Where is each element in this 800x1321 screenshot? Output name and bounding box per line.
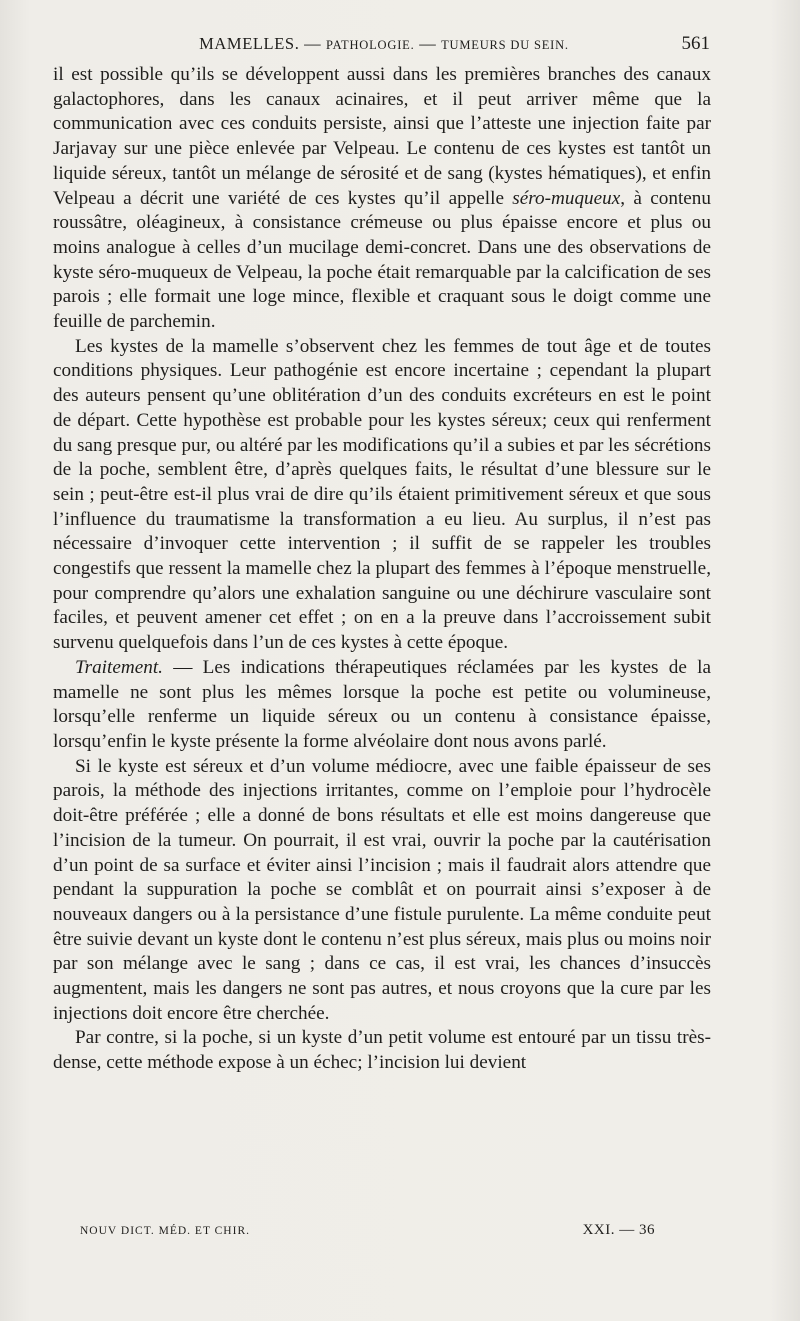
footer-volume: XXI. — 36 [582, 1222, 655, 1238]
main-text [53, 63, 711, 1076]
header-title-main: MAMELLES. [199, 34, 300, 53]
paragraph-text: Par contre, si la poche, si un kyste d’un petit volume est entouré par un tissu très-dense, cette méthode expose à un échec; l’incision lui devient [53, 1027, 711, 1074]
paragraph-text: Les kystes de la mamelle s’observent chez les femmes de tout âge et de toutes conditions physiques. Leur pathogénie est encore incertaine ; cependant la plupart des auteurs pensent qu’une oblitération d’un des conduits excréteurs en est le point de départ. Cette hypothèse est probable pour les kystes séreux; ceux qui renferment du sang presque pur, ou altéré par les modifications qu’il a subies et par les sécrétions de la poche, semblent être, d’après quelques faits, le résultat d’une blessure sur le sein ; peut-être est-il plus vrai de dire qu’ils étaient primitivement séreux et que sous l’influence du traumatisme la transformation a eu lieu. Au surplus, il n’est pas nécessaire d’invoquer cette intervention ; il suffit de se rappeler les troubles congestifs que ressent la mamelle chez la plupart des femmes à l’époque menstruelle, pour comprendre qu’alors une exhalation sanguine ou une déchirure vasculaire sont faciles, et peuvent amener cet effet ; on en a la preuve dans l’accroissement subit survenu quelquefois dans l’un de ces kystes à cette époque. [53, 335, 711, 654]
paragraph [53, 1026, 711, 1075]
page-number: 561 [681, 33, 710, 54]
header-separator: — [414, 34, 442, 53]
section-heading-italic: Traitement. [75, 656, 163, 678]
page-footer [80, 1224, 655, 1244]
paragraph-text: — Les indications thérapeutiques réclamées par les kystes de la mamelle ne sont plus les mêmes lorsque la poche est petite ou volumineuse, lorsqu’elle renferme un liquide séreux ou un contenu à consistance épaisse, lorsqu’enfin le kyste présente la forme alvéolaire dont nous avons parlé. [53, 656, 711, 752]
header-title-section: PATHOLOGIE. [325, 38, 415, 52]
footer-signature: NOUV DICT. MÉD. ET CHIR. [80, 1225, 250, 1237]
paragraph-text: Si le kyste est séreux et d’un volume médiocre, avec une faible épaisseur de ses parois, la méthode des injections irritantes, comme on l’emploie pour l’hydrocèle doit-être préférée ; elle a donné de bons résultats et elle est moins dangereuse que l’incision de la tumeur. On pourrait, il est vrai, ouvrir la poche par la cautérisation d’un point de sa surface et éviter ainsi l’incision ; mais il faudrait alors attendre que pendant la suppuration la poche se comblât et on pourrait ainsi s’exposer à de nouveaux dangers ou à la persistance d’une fistule purulente. La même conduite peut être suivie devant un kyste dont le contenu n’est plus séreux, mais plus ou moins noir par son mélange avec le sang ; dans ce cas, il est vrai, les chances d’insuccès augmentent, mais les dangers ne sont pas autres, et nous croyons que la cure par les injections doit encore être cherchée. [53, 755, 711, 1024]
italic-term: séro-muqueux [512, 187, 621, 209]
paragraph [53, 335, 711, 656]
paragraph [53, 656, 711, 755]
header-title-sub: TUMEURS DU SEIN. [441, 38, 569, 52]
paragraph-text: il est possible qu’ils se développent aussi dans les premières branches des canaux galactophores, dans les canaux acinaires, et il peut arriver même que la communication avec ces conduits persiste, ainsi que l’atteste une injection faite par Jarjavay sur une pièce enlevée par Velpeau. Le contenu de ces kystes est tantôt un liquide séreux, tantôt un mélange de sérosité et de sang (kystes hématiques), et enfin Velpeau a décrit une variété de ces kystes qu’il appelle [53, 64, 711, 209]
paragraph [53, 755, 711, 1027]
header-title [58, 34, 710, 54]
paragraph [53, 63, 711, 335]
header-separator: — [299, 34, 326, 53]
running-header [58, 34, 710, 58]
paragraph-text: , à contenu roussâtre, oléagineux, à consistance crémeuse ou plus épaisse encore et plus ou moins analogue à celles d’un mucilage demi-concret. Dans une des observations de kyste séro-muqueux de Velpeau, la poche était remarquable par la calcification de ses parois ; elle formait une loge mince, flexible et craquant sous le doigt comme une feuille de parchemin. [53, 187, 711, 333]
